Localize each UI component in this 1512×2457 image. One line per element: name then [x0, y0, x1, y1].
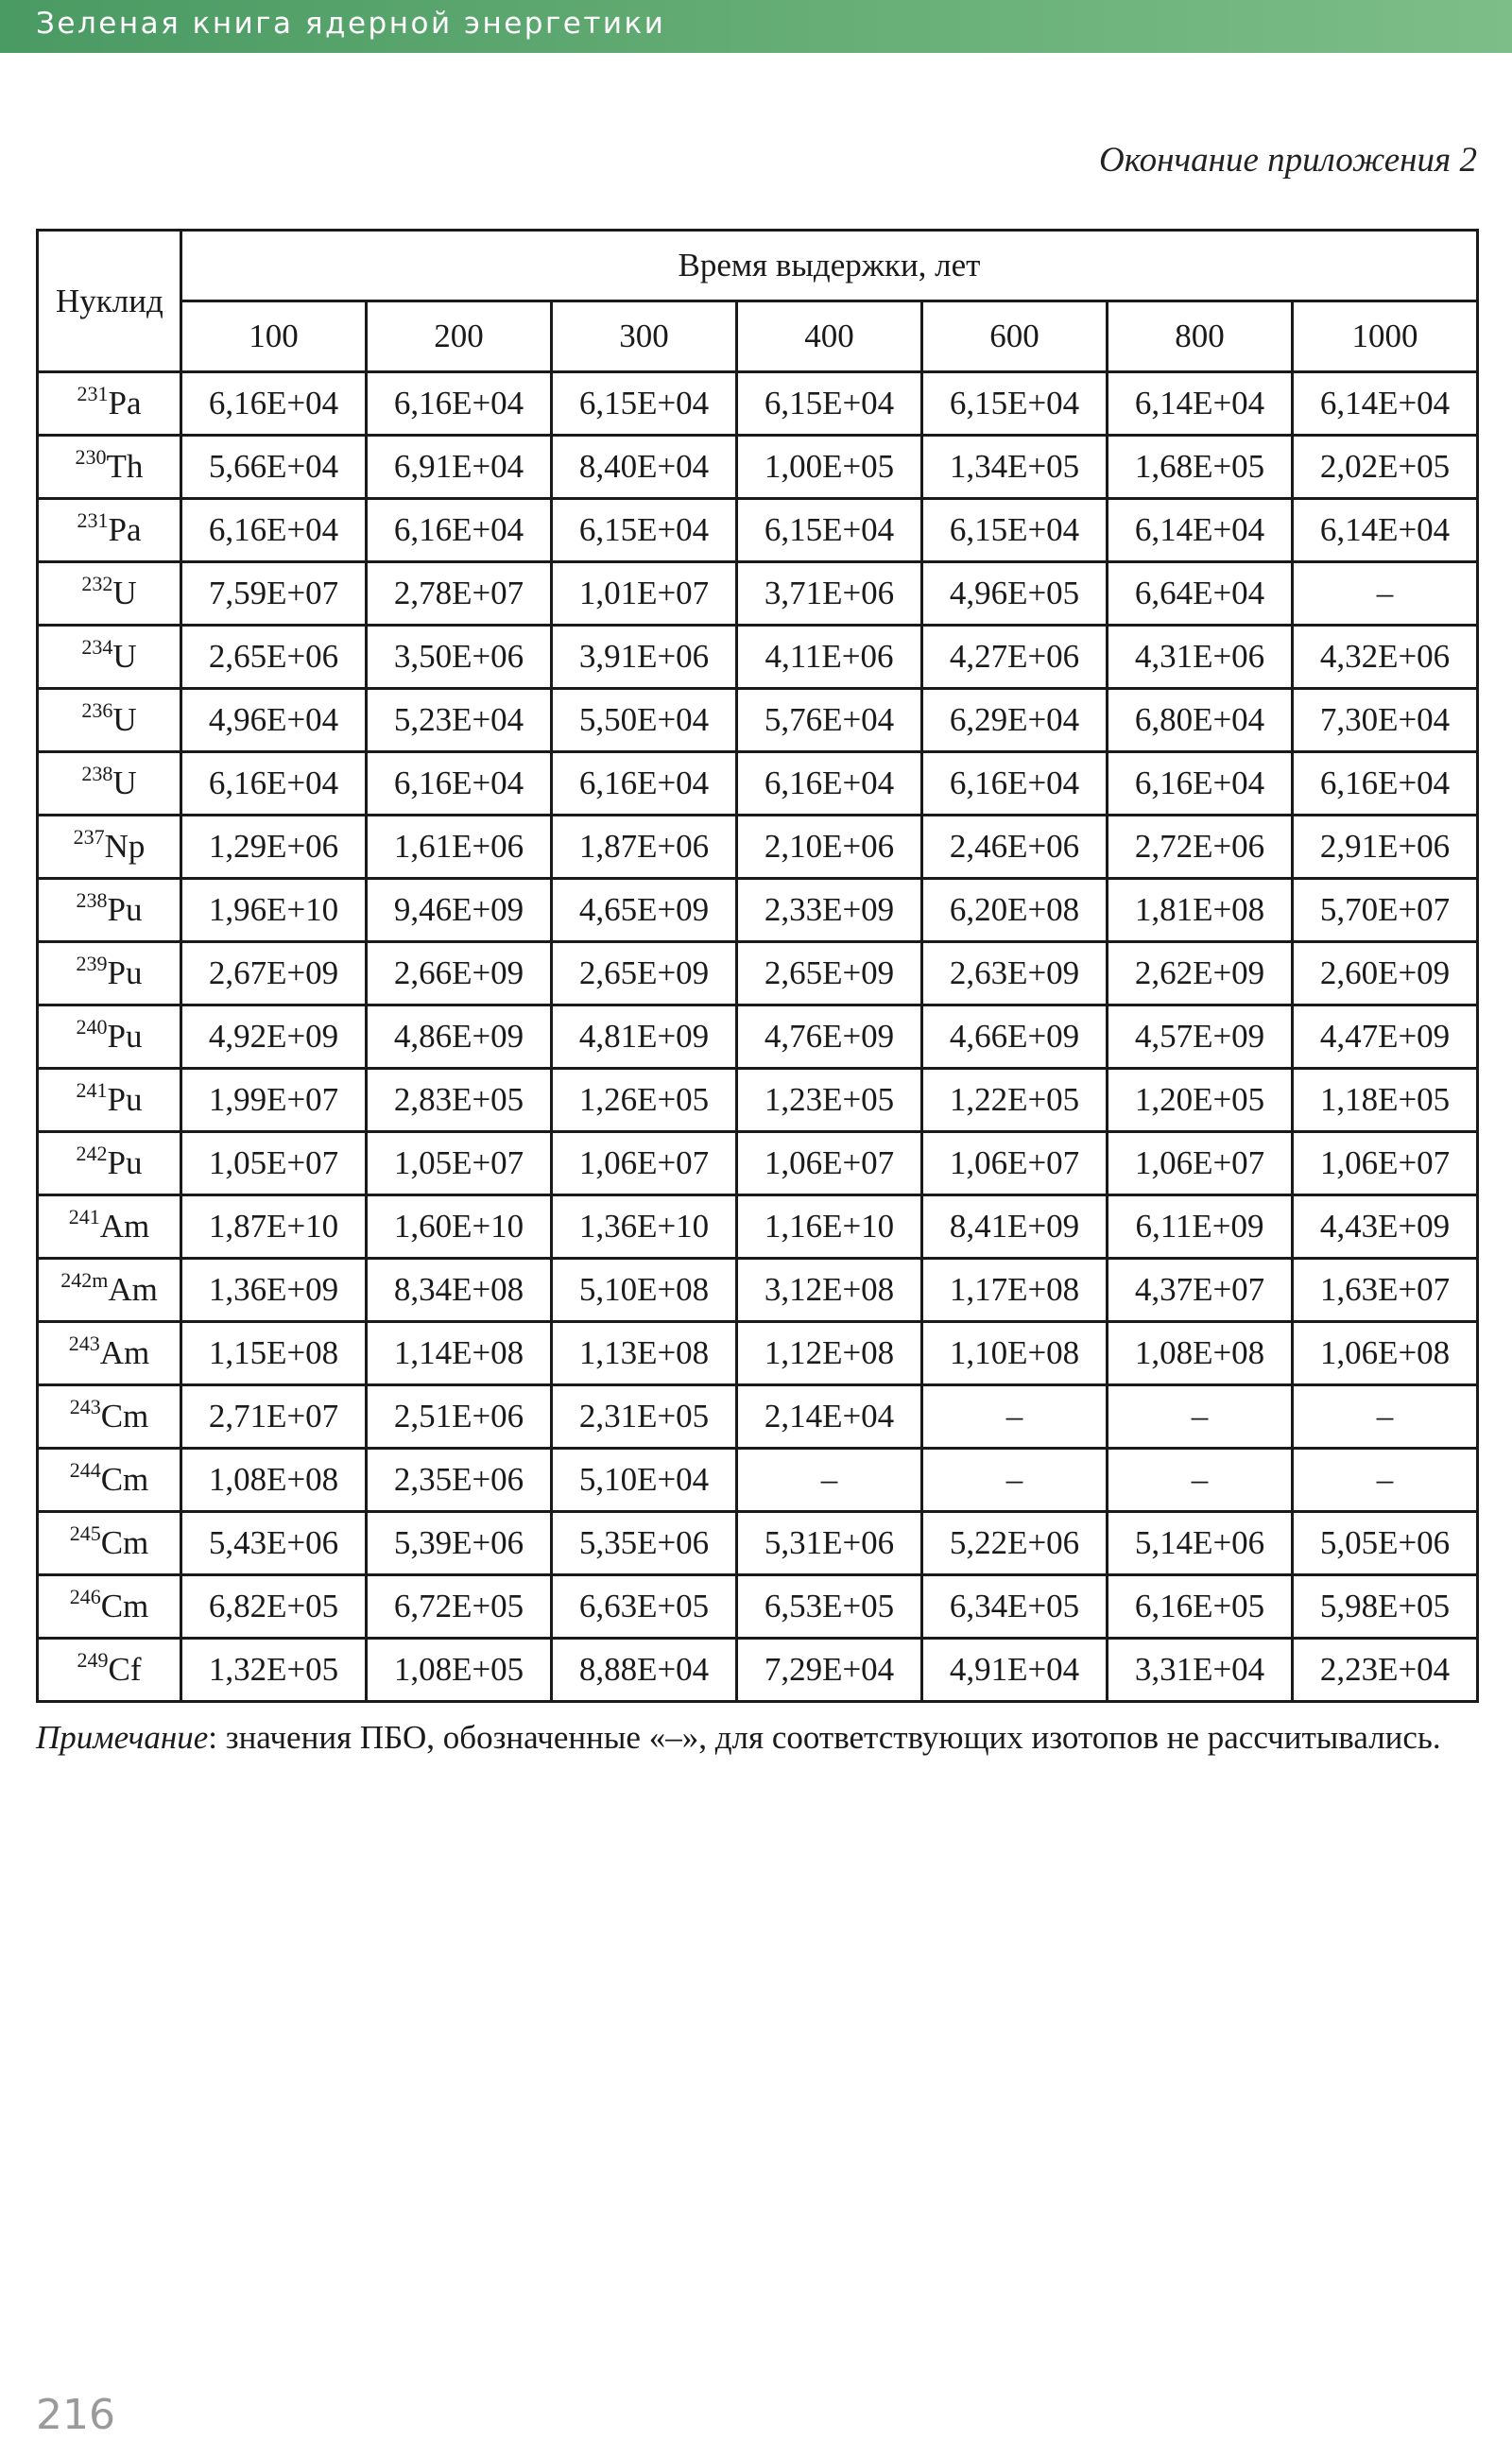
- value-cell: 1,81E+08: [1108, 879, 1293, 942]
- value-cell: 6,53E+05: [737, 1575, 922, 1639]
- value-cell: 7,30E+04: [1293, 689, 1478, 752]
- value-cell: 6,15E+04: [552, 499, 737, 562]
- nuclide-cell: [38, 879, 181, 942]
- mass-number: 232: [81, 572, 113, 595]
- value-cell: 6,15E+04: [922, 499, 1108, 562]
- value-cell: 1,63E+07: [1293, 1259, 1478, 1322]
- page-number: 216: [36, 2391, 115, 2439]
- value-cell: 1,22E+05: [922, 1069, 1108, 1132]
- footnote-text: : значения ПБО, обозначенные «–», для соответствующих изотопов не рассчитывались.: [208, 1719, 1441, 1756]
- value-cell: 2,65E+09: [737, 942, 922, 1005]
- value-cell: 7,59E+07: [181, 562, 367, 626]
- nuclide-cell: [38, 436, 181, 499]
- element-symbol: Pu: [107, 891, 143, 928]
- value-cell: 1,20E+05: [1108, 1069, 1293, 1132]
- value-cell: 1,16E+10: [737, 1195, 922, 1259]
- value-cell: 5,98E+05: [1293, 1575, 1478, 1639]
- year-header: 300: [552, 301, 737, 372]
- element-symbol: Pu: [107, 1144, 143, 1181]
- value-cell: 1,05E+07: [367, 1132, 552, 1195]
- value-cell: 1,06E+07: [1293, 1132, 1478, 1195]
- year-header: 400: [737, 301, 922, 372]
- value-cell: 6,16E+04: [367, 372, 552, 436]
- nuclide-cell: [38, 1512, 181, 1575]
- year-header: 800: [1108, 301, 1293, 372]
- value-cell: 1,87E+10: [181, 1195, 367, 1259]
- element-symbol: U: [112, 575, 137, 611]
- years-header-row: [38, 301, 1478, 372]
- element-symbol: Pa: [108, 385, 142, 421]
- value-cell: 3,31E+04: [1108, 1639, 1293, 1702]
- value-cell: 6,80E+04: [1108, 689, 1293, 752]
- value-cell: 6,16E+04: [367, 752, 552, 816]
- mass-number: 240: [76, 1015, 108, 1039]
- nuclide-cell: [38, 562, 181, 626]
- value-cell: 1,06E+08: [1293, 1322, 1478, 1385]
- value-cell: 6,16E+04: [181, 752, 367, 816]
- nuclide-cell: [38, 752, 181, 816]
- value-cell: 3,50E+06: [367, 626, 552, 689]
- table-row: [38, 1195, 1478, 1259]
- table-row: [38, 1322, 1478, 1385]
- mass-number: 243: [68, 1332, 100, 1355]
- value-cell: 5,43E+06: [181, 1512, 367, 1575]
- nuclide-cell: [38, 1385, 181, 1449]
- value-cell: 2,83E+05: [367, 1069, 552, 1132]
- mass-number: 244: [69, 1458, 101, 1482]
- value-cell: 1,32E+05: [181, 1639, 367, 1702]
- value-cell: 5,66E+04: [181, 436, 367, 499]
- header-bar: [0, 0, 1512, 53]
- value-cell: 6,72E+05: [367, 1575, 552, 1639]
- value-cell: 6,16E+04: [1293, 752, 1478, 816]
- value-cell: 1,18E+05: [1293, 1069, 1478, 1132]
- value-cell: –: [1108, 1385, 1293, 1449]
- value-cell: 1,00E+05: [737, 436, 922, 499]
- element-symbol: U: [112, 701, 137, 738]
- value-cell: 1,12E+08: [737, 1322, 922, 1385]
- value-cell: –: [1293, 1449, 1478, 1512]
- table-row: [38, 372, 1478, 436]
- value-cell: 6,15E+04: [552, 372, 737, 436]
- header-title: Зеленая книга ядерной энергетики: [36, 7, 666, 41]
- value-cell: 1,87E+06: [552, 816, 737, 879]
- value-cell: –: [737, 1449, 922, 1512]
- value-cell: 4,96E+04: [181, 689, 367, 752]
- mass-number: 231: [77, 382, 109, 405]
- value-cell: 1,15E+08: [181, 1322, 367, 1385]
- value-cell: 2,14E+04: [737, 1385, 922, 1449]
- table-row: [38, 1259, 1478, 1322]
- value-cell: 1,17E+08: [922, 1259, 1108, 1322]
- value-cell: 6,15E+04: [737, 372, 922, 436]
- element-symbol: Cm: [100, 1524, 149, 1561]
- value-cell: 4,66E+09: [922, 1005, 1108, 1069]
- value-cell: 2,66E+09: [367, 942, 552, 1005]
- value-cell: 2,62E+09: [1108, 942, 1293, 1005]
- value-cell: 1,08E+08: [1108, 1322, 1293, 1385]
- mass-number: 242: [76, 1142, 108, 1165]
- mass-number: 241: [76, 1078, 108, 1102]
- value-cell: 1,06E+07: [922, 1132, 1108, 1195]
- value-cell: 6,16E+04: [737, 752, 922, 816]
- mass-number: 246: [69, 1585, 101, 1608]
- value-cell: 1,13E+08: [552, 1322, 737, 1385]
- value-cell: 4,47E+09: [1293, 1005, 1478, 1069]
- element-symbol: Am: [108, 1271, 158, 1308]
- value-cell: 5,05E+06: [1293, 1512, 1478, 1575]
- value-cell: 5,10E+08: [552, 1259, 737, 1322]
- value-cell: 4,65E+09: [552, 879, 737, 942]
- value-cell: 1,23E+05: [737, 1069, 922, 1132]
- nuclide-cell: [38, 942, 181, 1005]
- value-cell: 6,16E+04: [181, 372, 367, 436]
- nuclide-cell: [38, 1069, 181, 1132]
- value-cell: 1,14E+08: [367, 1322, 552, 1385]
- value-cell: 2,91E+06: [1293, 816, 1478, 879]
- element-symbol: U: [112, 638, 137, 675]
- value-cell: 6,15E+04: [737, 499, 922, 562]
- value-cell: 6,16E+04: [1108, 752, 1293, 816]
- value-cell: 1,36E+09: [181, 1259, 367, 1322]
- value-cell: 2,78E+07: [367, 562, 552, 626]
- value-cell: 2,67E+09: [181, 942, 367, 1005]
- value-cell: 6,14E+04: [1108, 372, 1293, 436]
- value-cell: 3,91E+06: [552, 626, 737, 689]
- value-cell: –: [1293, 1385, 1478, 1449]
- value-cell: –: [922, 1449, 1108, 1512]
- value-cell: 2,51E+06: [367, 1385, 552, 1449]
- value-cell: 5,50E+04: [552, 689, 737, 752]
- value-cell: 6,82E+05: [181, 1575, 367, 1639]
- nuclide-cell: [38, 499, 181, 562]
- value-cell: 4,91E+04: [922, 1639, 1108, 1702]
- value-cell: 6,16E+04: [552, 752, 737, 816]
- value-cell: 1,96E+10: [181, 879, 367, 942]
- value-cell: 2,72E+06: [1108, 816, 1293, 879]
- element-symbol: Th: [106, 448, 144, 485]
- value-cell: –: [922, 1385, 1108, 1449]
- value-cell: 6,29E+04: [922, 689, 1108, 752]
- value-cell: 2,63E+09: [922, 942, 1108, 1005]
- year-header: 200: [367, 301, 552, 372]
- year-header: 100: [181, 301, 367, 372]
- value-cell: 3,71E+06: [737, 562, 922, 626]
- value-cell: 1,10E+08: [922, 1322, 1108, 1385]
- table-row: [38, 1512, 1478, 1575]
- value-cell: 1,01E+07: [552, 562, 737, 626]
- value-cell: 1,29E+06: [181, 816, 367, 879]
- value-cell: 6,14E+04: [1108, 499, 1293, 562]
- value-cell: 1,61E+06: [367, 816, 552, 879]
- table-row: [38, 879, 1478, 942]
- mass-number: 241: [68, 1205, 100, 1228]
- mass-number: 236: [81, 698, 113, 722]
- element-symbol: Am: [99, 1334, 150, 1371]
- value-cell: 6,16E+05: [1108, 1575, 1293, 1639]
- value-cell: 2,65E+09: [552, 942, 737, 1005]
- year-header: 1000: [1293, 301, 1478, 372]
- nuclide-cell: [38, 626, 181, 689]
- group-header: Время выдержки, лет: [181, 231, 1478, 301]
- footnote: [36, 1716, 1453, 1759]
- value-cell: 1,60E+10: [367, 1195, 552, 1259]
- value-cell: 4,32E+06: [1293, 626, 1478, 689]
- value-cell: 5,76E+04: [737, 689, 922, 752]
- value-cell: –: [1108, 1449, 1293, 1512]
- table-body: [38, 372, 1478, 1702]
- nuclide-column-header: Нуклид: [38, 231, 181, 372]
- value-cell: 5,22E+06: [922, 1512, 1108, 1575]
- value-cell: 2,23E+04: [1293, 1639, 1478, 1702]
- nuclide-cell: [38, 1259, 181, 1322]
- value-cell: 4,76E+09: [737, 1005, 922, 1069]
- mass-number: 239: [76, 952, 108, 975]
- nuclide-cell: [38, 816, 181, 879]
- element-symbol: Cm: [100, 1588, 149, 1624]
- element-symbol: Cm: [100, 1461, 149, 1498]
- mass-number: 245: [69, 1521, 101, 1545]
- value-cell: 5,14E+06: [1108, 1512, 1293, 1575]
- nuclide-cell: [38, 1639, 181, 1702]
- footnote-label: Примечание: [36, 1719, 209, 1756]
- value-cell: 5,35E+06: [552, 1512, 737, 1575]
- value-cell: 4,31E+06: [1108, 626, 1293, 689]
- value-cell: 1,06E+07: [552, 1132, 737, 1195]
- element-symbol: U: [112, 765, 137, 801]
- value-cell: 4,92E+09: [181, 1005, 367, 1069]
- value-cell: 8,34E+08: [367, 1259, 552, 1322]
- mass-number: 234: [81, 635, 113, 659]
- value-cell: 4,57E+09: [1108, 1005, 1293, 1069]
- table-row: [38, 499, 1478, 562]
- mass-number: 243: [69, 1395, 101, 1418]
- value-cell: 1,34E+05: [922, 436, 1108, 499]
- value-cell: 4,27E+06: [922, 626, 1108, 689]
- value-cell: 1,99E+07: [181, 1069, 367, 1132]
- value-cell: 8,40E+04: [552, 436, 737, 499]
- value-cell: 2,71E+07: [181, 1385, 367, 1449]
- nuclide-cell: [38, 372, 181, 436]
- mass-number: 249: [77, 1648, 109, 1672]
- value-cell: 2,35E+06: [367, 1449, 552, 1512]
- value-cell: 6,15E+04: [922, 372, 1108, 436]
- table-header-row: [38, 231, 1478, 301]
- value-cell: 8,41E+09: [922, 1195, 1108, 1259]
- value-cell: 1,08E+05: [367, 1639, 552, 1702]
- nuclide-cell: [38, 1449, 181, 1512]
- value-cell: 2,02E+05: [1293, 436, 1478, 499]
- value-cell: 1,26E+05: [552, 1069, 737, 1132]
- value-cell: 4,37E+07: [1108, 1259, 1293, 1322]
- mass-number: 231: [77, 508, 109, 532]
- mass-number: 242m: [60, 1268, 109, 1292]
- data-table: [36, 229, 1479, 1703]
- table-row: [38, 752, 1478, 816]
- value-cell: 9,46E+09: [367, 879, 552, 942]
- mass-number: 230: [75, 445, 107, 469]
- value-cell: 6,16E+04: [181, 499, 367, 562]
- table-row: [38, 1639, 1478, 1702]
- mass-number: 238: [76, 888, 108, 912]
- table-row: [38, 1449, 1478, 1512]
- mass-number: 238: [81, 762, 113, 785]
- value-cell: 5,10E+04: [552, 1449, 737, 1512]
- value-cell: 4,81E+09: [552, 1005, 737, 1069]
- element-symbol: Pu: [107, 1081, 143, 1118]
- element-symbol: Pa: [108, 511, 142, 548]
- appendix-reference: Окончание приложения 2: [1099, 141, 1477, 180]
- table-row: [38, 1575, 1478, 1639]
- value-cell: 8,88E+04: [552, 1639, 737, 1702]
- nuclide-cell: [38, 1575, 181, 1639]
- table-row: [38, 942, 1478, 1005]
- value-cell: 6,20E+08: [922, 879, 1108, 942]
- nuclide-cell: [38, 1195, 181, 1259]
- value-cell: –: [1293, 562, 1478, 626]
- value-cell: 2,60E+09: [1293, 942, 1478, 1005]
- value-cell: 2,65E+06: [181, 626, 367, 689]
- value-cell: 4,43E+09: [1293, 1195, 1478, 1259]
- value-cell: 6,11E+09: [1108, 1195, 1293, 1259]
- value-cell: 1,06E+07: [737, 1132, 922, 1195]
- nuclide-cell: [38, 689, 181, 752]
- nuclide-cell: [38, 1005, 181, 1069]
- value-cell: 6,16E+04: [922, 752, 1108, 816]
- value-cell: 2,33E+09: [737, 879, 922, 942]
- value-cell: 4,86E+09: [367, 1005, 552, 1069]
- value-cell: 1,05E+07: [181, 1132, 367, 1195]
- value-cell: 1,06E+07: [1108, 1132, 1293, 1195]
- value-cell: 6,64E+04: [1108, 562, 1293, 626]
- table-row: [38, 436, 1478, 499]
- value-cell: 6,16E+04: [367, 499, 552, 562]
- value-cell: 1,36E+10: [552, 1195, 737, 1259]
- value-cell: 6,14E+04: [1293, 372, 1478, 436]
- value-cell: 5,23E+04: [367, 689, 552, 752]
- value-cell: 1,68E+05: [1108, 436, 1293, 499]
- value-cell: 6,91E+04: [367, 436, 552, 499]
- value-cell: 6,14E+04: [1293, 499, 1478, 562]
- table-row: [38, 626, 1478, 689]
- mass-number: 237: [73, 825, 105, 849]
- value-cell: 2,10E+06: [737, 816, 922, 879]
- value-cell: 6,63E+05: [552, 1575, 737, 1639]
- value-cell: 6,34E+05: [922, 1575, 1108, 1639]
- element-symbol: Cf: [108, 1651, 142, 1688]
- value-cell: 5,70E+07: [1293, 879, 1478, 942]
- table-row: [38, 816, 1478, 879]
- value-cell: 5,39E+06: [367, 1512, 552, 1575]
- value-cell: 7,29E+04: [737, 1639, 922, 1702]
- table-row: [38, 1069, 1478, 1132]
- value-cell: 3,12E+08: [737, 1259, 922, 1322]
- value-cell: 2,46E+06: [922, 816, 1108, 879]
- value-cell: 4,11E+06: [737, 626, 922, 689]
- table-row: [38, 1385, 1478, 1449]
- table-row: [38, 562, 1478, 626]
- element-symbol: Np: [104, 828, 146, 865]
- nuclide-cell: [38, 1322, 181, 1385]
- element-symbol: Pu: [107, 1018, 143, 1055]
- value-cell: 4,96E+05: [922, 562, 1108, 626]
- element-symbol: Pu: [107, 954, 143, 991]
- year-header: 600: [922, 301, 1108, 372]
- value-cell: 2,31E+05: [552, 1385, 737, 1449]
- element-symbol: Am: [99, 1208, 150, 1245]
- value-cell: 5,31E+06: [737, 1512, 922, 1575]
- value-cell: 1,08E+08: [181, 1449, 367, 1512]
- element-symbol: Cm: [100, 1398, 149, 1435]
- table-row: [38, 1005, 1478, 1069]
- table-row: [38, 1132, 1478, 1195]
- table-row: [38, 689, 1478, 752]
- nuclide-cell: [38, 1132, 181, 1195]
